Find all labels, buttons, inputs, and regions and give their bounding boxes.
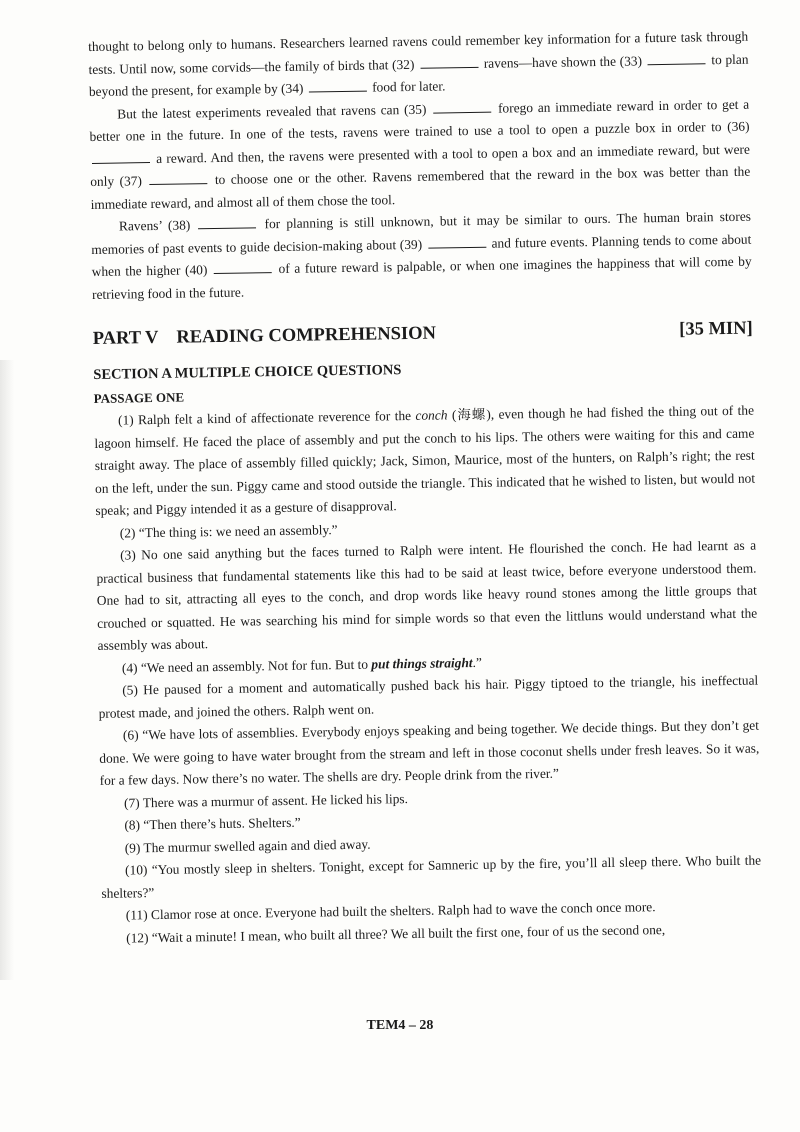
- part-time: [35 MIN]: [679, 318, 753, 340]
- cloze-paragraph-3: Ravens’ (38) for planning is still unknown, but it may be similar to ours. The human brain stores memories of past events to guide decision-making about (39) and future events. Planning tends to come about when the higher (40) of a future reward is palpable, or when one imagines the happiness that will come by retrieving food in the future.: [91, 208, 752, 302]
- passage-paragraph-4: (4) “We need an assembly. Not for fun. But to put things straight.”: [121, 654, 482, 676]
- blank-39[interactable]: [428, 234, 486, 248]
- blank-35[interactable]: [433, 99, 491, 113]
- blank-37[interactable]: [149, 171, 207, 185]
- conch-word: conch: [415, 407, 448, 423]
- passage-paragraph-9: (9) The murmur swelled again and died away.: [124, 836, 371, 856]
- exam-page: [88, 26, 762, 950]
- passage-paragraph-6: (6) “We have lots of assemblies. Everybody enjoys speaking and being together. We decide things. But they don’t get done. We were going to have water brought from the stream and left in those coconut shells under fresh leaves. So it was, for a few days. Now there’s no water. The shells are dry. People drink from the river.”: [99, 717, 760, 788]
- passage-paragraph-1: (1) Ralph felt a kind of affectionate reverence for the conch (海螺), even though he had fished the thing out of the lagoon himself. He faced the place of assembly and put the conch to his lips. The others were waiting for this and came straight away. The place of assembly filled quickly; Jack, Simon, Maurice, most of the hunters, on Ralph’s right; the rest on the left, under the sun. Piggy came and stood outside the triangle. This indicated that he wished to listen, but would not speak; and Piggy intended it as a gesture of disapproval.: [94, 402, 756, 518]
- passage-paragraph-2: (2) “The thing is: we need an assembly.”: [119, 521, 338, 541]
- blank-34[interactable]: [309, 79, 367, 93]
- passage-paragraph-8: (8) “Then there’s huts. Shelters.”: [124, 814, 301, 833]
- blank-40[interactable]: [214, 260, 272, 274]
- page-edge-shadow: [0, 360, 14, 980]
- blank-32[interactable]: [420, 54, 478, 68]
- cloze-paragraph-2: But the latest experiments revealed that ravens can (35) forego an immediate reward in order to get a better one in the future. In one of the tests, ravens were trained to use a tool to open a puzzle box in order to (36) a reward. And then, the ravens were presented with a tool to open a box and an immediate reward, but were only (37) to choose one or the other. Ravens remembered that the reward in the box was better than the immediate reward, and almost all of them chose the tool.: [89, 96, 751, 212]
- part-heading: [93, 316, 753, 352]
- passage-paragraph-3: (3) No one said anything but the faces turned to Ralph were intent. He flourished the conch. He had learnt as a practical business that fundamental statements like this had to be said at least twice, before everyone understood them. One had to sit, attracting all eyes to the conch, and drop words like heavy round stones among the little groups that crouched or squatted. He was searching his mind for simple words so that even the littluns would understand what the assembly was about.: [96, 537, 758, 653]
- part-title: READING COMPREHENSION: [176, 323, 437, 348]
- cloze-paragraph-1: thought to belong only to humans. Researchers learned ravens could remember key information for a future task through tests. Until now, some corvids—the family of birds that (32) ravens—have shown the (33) to plan beyond the present, for example by (34) food for later.: [88, 28, 749, 99]
- part-number: PART V: [92, 327, 159, 349]
- passage-paragraph-7: (7) There was a murmur of assent. He licked his lips.: [123, 790, 408, 811]
- blank-38[interactable]: [198, 215, 256, 229]
- emphasis-phrase: put things straight: [371, 654, 473, 672]
- page-footer: TEM4 – 28: [366, 1018, 434, 1033]
- blank-33[interactable]: [648, 51, 706, 65]
- passage-heading: PASSAGE ONE: [93, 389, 185, 406]
- passage-paragraph-12: (12) “Wait a minute! I mean, who built all three? We all built the first one, four of us the second one,: [126, 921, 666, 946]
- passage-paragraph-11: (11) Clamor rose at once. Everyone had built the shelters. Ralph had to wave the conch once more.: [125, 899, 656, 923]
- passage-paragraph-10: (10) “You mostly sleep in shelters. Tonight, except for Samneric up by the fire, you’ll all sleep there. Who built the shelters?”: [101, 852, 762, 901]
- blank-36[interactable]: [92, 150, 150, 164]
- passage-paragraph-5: (5) He paused for a moment and automatically pushed back his hair. Piggy tiptoed to the triangle, his ineffectual protest made, and joined the others. Ralph went on.: [98, 672, 759, 721]
- section-heading: SECTION A MULTIPLE CHOICE QUESTIONS: [93, 362, 402, 383]
